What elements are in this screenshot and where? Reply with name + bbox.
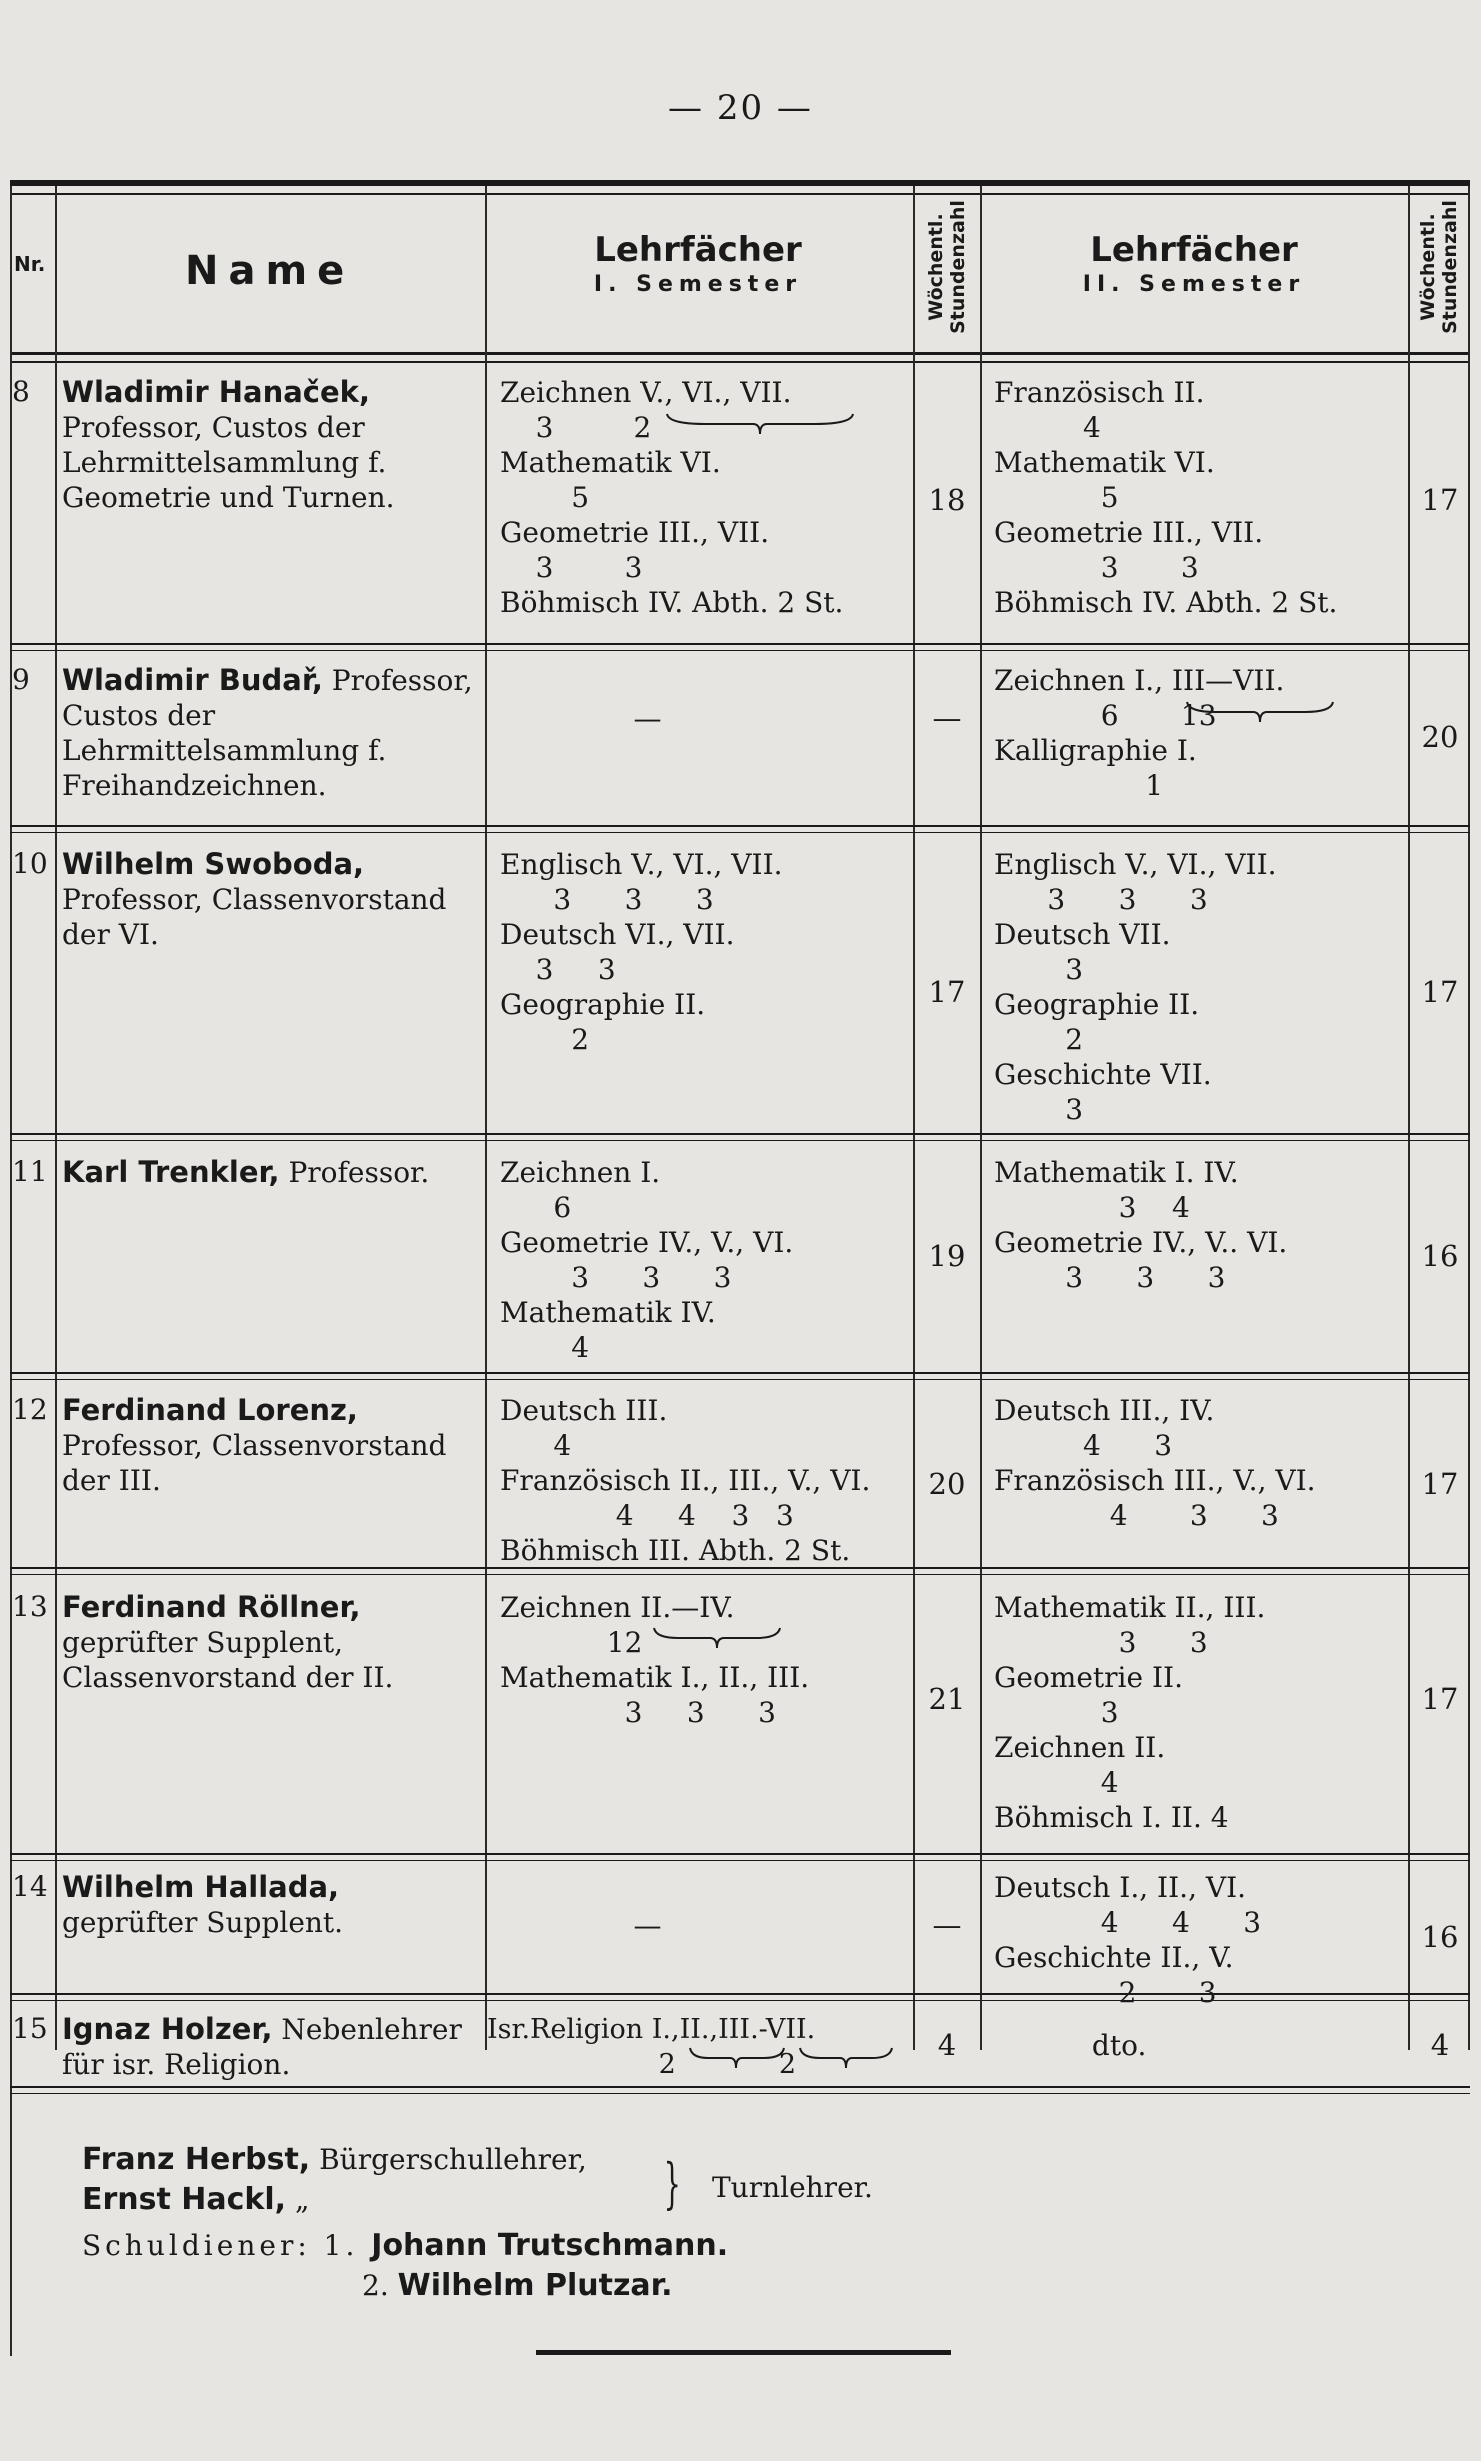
hours-sem2: 17 <box>1421 1682 1459 1716</box>
hours-sem1: 21 <box>928 1682 966 1716</box>
column-rule <box>1408 186 1410 2050</box>
header-sem2 <box>974 230 1414 297</box>
page-number: — 20 — <box>668 88 813 128</box>
header-rule-thin <box>10 361 1470 363</box>
row-separator <box>10 2086 1470 2088</box>
hours-sem1: — <box>932 701 962 735</box>
column-rule <box>980 186 982 2050</box>
column-rule <box>913 186 915 2050</box>
hours-sem2: 16 <box>1421 1239 1459 1273</box>
subjects-sem1: Zeichnen I. 6 Geometrie IV., V., VI. 3 3 3 Mathematik IV. 4 <box>500 1156 794 1364</box>
row-separator <box>10 1574 1470 1575</box>
header-sem2-sub: II. Semester <box>1082 272 1306 297</box>
footer <box>82 2140 728 2306</box>
row-number: 11 <box>12 1155 48 1188</box>
hours-sem1: 17 <box>928 975 966 1009</box>
brace-icon <box>652 1626 782 1650</box>
top-rule <box>10 180 1470 186</box>
hours-sem2: 16 <box>1421 1920 1459 1954</box>
hours-sem2: 17 <box>1421 1467 1459 1501</box>
teacher-name: Wladimir Budař, Professor, Custos der Lehrmittelsammlung f. Freihandzeichnen. <box>62 663 473 802</box>
hours-sem1: 20 <box>928 1467 966 1501</box>
header-rule <box>10 352 1470 355</box>
row-separator <box>10 832 1470 833</box>
footer-line-2: Ernst Hackl, „ <box>82 2182 310 2217</box>
row-separator <box>10 2093 1470 2094</box>
subjects-sem2: Zeichnen I., III—VII. 6 13 Kalligraphie I. 1 <box>994 664 1285 802</box>
row-separator <box>10 1853 1470 1855</box>
teacher-name: Wilhelm Swoboda, Professor, Classenvorstand der VI. <box>62 847 447 951</box>
subjects-sem1: Deutsch III. 4 Französisch II., III., V., VI. 4 4 3 3 Böhmisch III. Abth. 2 St. <box>500 1394 871 1567</box>
header-sem1-sub: I. Semester <box>593 272 803 297</box>
row-number: 13 <box>12 1590 48 1623</box>
subjects-sem2: dto. <box>994 2029 1147 2062</box>
subjects-sem2: Englisch V., VI., VII. 3 3 3 Deutsch VII. 3 Geographie II. 2 Geschichte VII. 3 <box>994 848 1277 1126</box>
row-separator <box>10 1379 1470 1380</box>
turnlehrer-label: Turnlehrer. <box>712 2171 873 2204</box>
brace-icon <box>688 2046 908 2070</box>
column-rule <box>485 186 487 2050</box>
subjects-sem1: Isr.Religion I.,II.,III.-VII. 2 2 <box>487 2014 816 2080</box>
column-rule <box>55 186 57 2050</box>
footer-line-3: Schuldiener: 1. Johann Trutschmann. <box>82 2228 729 2263</box>
teacher-name: Wilhelm Hallada, geprüfter Supplent. <box>62 1870 344 1939</box>
teacher-name: Ignaz Holzer, Nebenlehrer für isr. Religion. <box>62 2012 462 2081</box>
teacher-name: Ferdinand Röllner, geprüfter Supplent, Classenvorstand der II. <box>62 1590 394 1694</box>
hours-sem2: 4 <box>1430 2028 1450 2062</box>
hours-sem2: 17 <box>1421 975 1459 1009</box>
footer-brace: } <box>663 2152 681 2215</box>
header-hours-1: Wöchentl. Stundenzahl <box>925 200 969 334</box>
subjects-sem1: Englisch V., VI., VII. 3 3 3 Deutsch VI., VII. 3 3 Geographie II. 2 <box>500 848 783 1056</box>
header-name: Name <box>185 248 355 294</box>
hours-sem1: 18 <box>928 483 966 517</box>
closing-rule <box>536 2350 951 2355</box>
subjects-sem2: Mathematik II., III. 3 3 Geometrie II. 3 Zeichnen II. 4 Böhmisch I. II. 4 <box>994 1591 1266 1834</box>
header-sem1 <box>478 230 918 297</box>
hours-sem2: 17 <box>1421 483 1459 517</box>
row-separator <box>10 643 1470 645</box>
teacher-name: Karl Trenkler, Professor. <box>62 1155 430 1189</box>
row-number: 9 <box>12 663 30 696</box>
teacher-name: Ferdinand Lorenz, Professor, Classenvorstand der III. <box>62 1393 447 1497</box>
hours-sem1: — <box>932 1908 962 1942</box>
header-sem2-title: Lehrfächer <box>1090 230 1298 270</box>
row-number: 10 <box>12 847 48 880</box>
subjects-sem1: Zeichnen II.—IV. 12 Mathematik I., II., III. 3 3 3 <box>500 1591 810 1729</box>
subjects-sem2: Französisch II. 4 Mathematik VI. 5 Geometrie III., VII. 3 3 Böhmisch IV. Abth. 2 St. <box>994 376 1338 619</box>
top-rule-thin <box>10 193 1470 195</box>
header-nr: Nr. <box>14 252 46 276</box>
hours-sem2: 20 <box>1421 720 1459 754</box>
column-rule <box>1468 186 1470 2050</box>
header-hours-2: Wöchentl. Stundenzahl <box>1417 200 1461 334</box>
brace-icon <box>665 412 855 436</box>
brace-icon <box>1185 700 1335 724</box>
row-separator <box>10 825 1470 827</box>
subjects-sem2: Deutsch I., II., VI. 4 4 3 Geschichte II., V. 2 3 <box>994 1871 1262 2009</box>
header-sem1-title: Lehrfächer <box>594 230 802 270</box>
subjects-sem1: — <box>500 1909 662 1942</box>
row-separator <box>10 1133 1470 1135</box>
footer-line-4: 2. Wilhelm Plutzar. <box>362 2268 673 2303</box>
row-separator <box>10 1140 1470 1141</box>
row-number: 15 <box>12 2012 48 2045</box>
row-separator <box>10 650 1470 651</box>
hours-sem1: 4 <box>937 2028 957 2062</box>
subjects-sem1: — <box>500 702 662 735</box>
hours-sem1: 19 <box>928 1239 966 1273</box>
row-separator <box>10 1860 1470 1861</box>
subjects-sem2: Deutsch III., IV. 4 3 Französisch III., V., VI. 4 3 3 <box>994 1394 1316 1532</box>
row-number: 14 <box>12 1870 48 1903</box>
subjects-sem2: Mathematik I. IV. 3 4 Geometrie IV., V.. VI. 3 3 3 <box>994 1156 1288 1294</box>
footer-line-1: Franz Herbst, Bürgerschullehrer, <box>82 2142 587 2177</box>
teacher-name: Wladimir Hanaček, Professor, Custos der Lehrmittelsammlung f. Geometrie und Turnen. <box>62 375 395 514</box>
row-number: 12 <box>12 1393 48 1426</box>
subjects-sem1: Zeichnen V., VI., VII. 3 2 Mathematik VI. 5 Geometrie III., VII. 3 3 Böhmisch IV. Abth. 2 St. <box>500 376 844 619</box>
row-number: 8 <box>12 375 30 408</box>
row-separator <box>10 1372 1470 1374</box>
